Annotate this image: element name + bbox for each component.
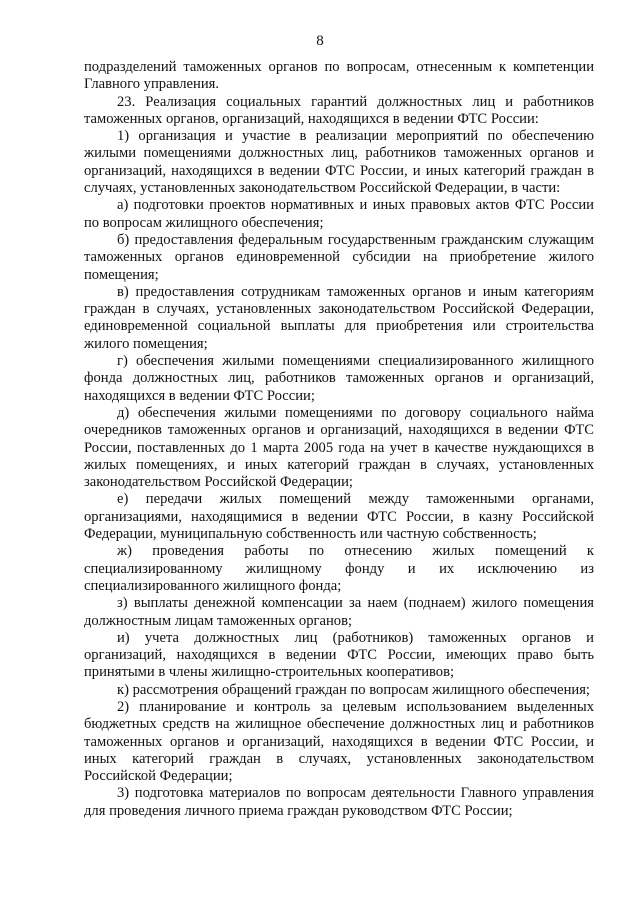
- paragraph-item-23: 23. Реализация социальных гарантий должностных лиц и работников таможенных органов, организаций, находящихся в ведении ФТС России:: [84, 93, 594, 127]
- paragraph-subitem-3: 3) подготовка материалов по вопросам деятельности Главного управления для проведения личного приема граждан руководством ФТС России;: [84, 785, 594, 819]
- paragraph-continuation: подразделений таможенных органов по вопросам, отнесенным к компетенции Главного управления.: [84, 59, 594, 93]
- paragraph-subitem-a: а) подготовки проектов нормативных и иных правовых актов ФТС России по вопросам жилищного обеспечения;: [84, 197, 594, 231]
- paragraph-subitem-2: 2) планирование и контроль за целевым использованием выделенных бюджетных средств на жилищное обеспечение должностных лиц и работников таможенных органов и организаций, находящихся в ведении ФТС России, и иных категорий граждан в случаях, установленных законодательством Российской Федерации;: [84, 698, 594, 785]
- paragraph-subitem-g: г) обеспечения жилыми помещениями специализированного жилищного фонда должностных лиц, работников таможенных органов и организаций, находящихся в ведении ФТС России;: [84, 353, 594, 404]
- paragraph-subitem-v: в) предоставления сотрудникам таможенных органов и иным категориям граждан в случаях, установленных законодательством Российской Федерации, единовременной социальной выплаты для приобретения или строительства жилого помещения;: [84, 283, 594, 352]
- paragraph-subitem-e: е) передачи жилых помещений между таможенными органами, организациями, находящимися в ведении ФТС России, в казну Российской Федерации, муниципальную собственность или частную собственность;: [84, 491, 594, 543]
- paragraph-subitem-d: д) обеспечения жилыми помещениями по договору социального найма очередников таможенных органов и организаций, находящихся в ведении ФТС России, поставленных до 1 марта 2005 года на учет в качестве нуждающихся в жилых помещениях, и иных категорий граждан в случаях, установленных законодательством Российской Федерации;: [84, 404, 594, 491]
- paragraph-subitem-zh: ж) проведения работы по отнесению жилых помещений к специализированному жилищному фонду и их исключению из специализированного жилищного фонда;: [84, 543, 594, 594]
- document-body: [84, 59, 594, 820]
- paragraph-subitem-1: 1) организация и участие в реализации мероприятий по обеспечению жилыми помещениями должностных лиц, работников таможенных органов и организаций, находящихся в ведении ФТС России, и иных категорий граждан в случаях, установленных законодательством Российской Федерации, в части:: [84, 128, 594, 197]
- page-number: 8: [316, 33, 324, 49]
- paragraph-subitem-i: и) учета должностных лиц (работников) таможенных органов и организаций, находящихся в ведении ФТС России, имеющих право быть принятыми в члены жилищно-строительных кооперативов;: [84, 629, 594, 681]
- paragraph-subitem-z: з) выплаты денежной компенсации за наем (поднаем) жилого помещения должностным лицам таможенных органов;: [84, 595, 594, 629]
- paragraph-subitem-k: к) рассмотрения обращений граждан по вопросам жилищного обеспечения;: [117, 681, 590, 698]
- paragraph-subitem-b: б) предоставления федеральным государственным гражданским служащим таможенных органов единовременной субсидии на приобретение жилого помещения;: [84, 231, 594, 283]
